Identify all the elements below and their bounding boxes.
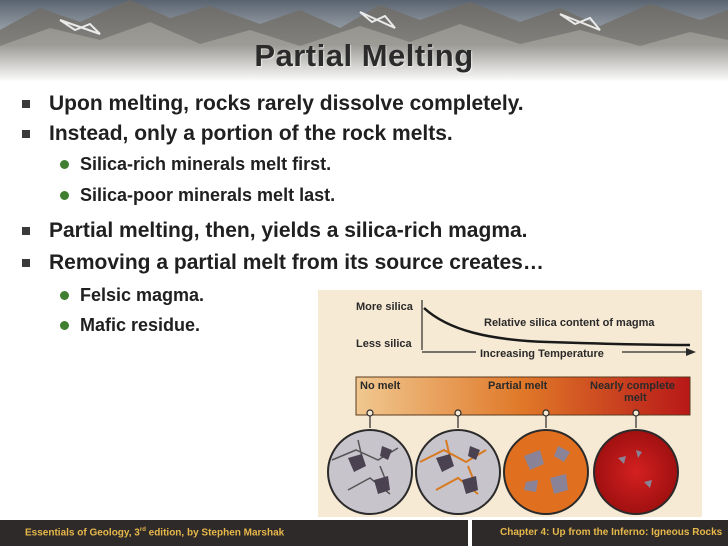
bullet-text: Upon melting, rocks rarely dissolve completely. [49,92,524,115]
partial-melting-figure [318,290,702,517]
slide-title: Partial Melting [254,38,474,73]
footer-citation-suffix: edition, by Stephen Marshak [145,527,285,539]
partial-melt-label: Partial melt [488,380,548,392]
square-bullet-icon [22,100,30,108]
bullet-text: Silica-rich minerals melt first. [80,154,332,174]
no-melt-label: No melt [360,380,401,392]
less-silica-label: Less silica [356,338,412,350]
nearly-complete-label-line2: melt [624,392,647,404]
footer-chapter: Chapter 4: Up from the Inferno: Igneous Rocks [500,527,723,538]
footer-divider [468,520,472,546]
axis-label: Increasing Temperature [480,348,604,360]
rock-partial-melt [504,430,588,514]
round-bullet-icon [60,321,69,330]
bullet-text: Partial melting, then, yields a silica-rich magma. [49,219,528,242]
round-bullet-icon [60,160,69,169]
square-bullet-icon [22,259,30,267]
slide-footer [0,520,728,546]
bullet-text: Felsic magma. [80,285,205,305]
bullet-text: Mafic residue. [80,315,201,335]
round-bullet-icon [60,191,69,200]
bullet-text: Silica-poor minerals melt last. [80,185,336,205]
nearly-complete-label: Nearly complete [590,380,675,392]
arrow-head-icon [686,348,696,356]
rock-no-melt [328,430,412,514]
bullet-text: Instead, only a portion of the rock melts. [49,122,453,145]
footer-citation-prefix: Essentials of Geology, 3 [25,527,140,539]
bullet-text: Removing a partial melt from its source creates… [49,251,544,274]
footer-citation-sup: rd [139,527,146,533]
square-bullet-icon [22,130,30,138]
more-silica-label: More silica [356,301,413,313]
curve-label: Relative silica content of magma [484,317,655,329]
footer-citation [25,527,284,538]
square-bullet-icon [22,227,30,235]
round-bullet-icon [60,291,69,300]
rock-nearly-complete-melt [594,430,678,514]
rock-beginning-melt [416,430,500,514]
